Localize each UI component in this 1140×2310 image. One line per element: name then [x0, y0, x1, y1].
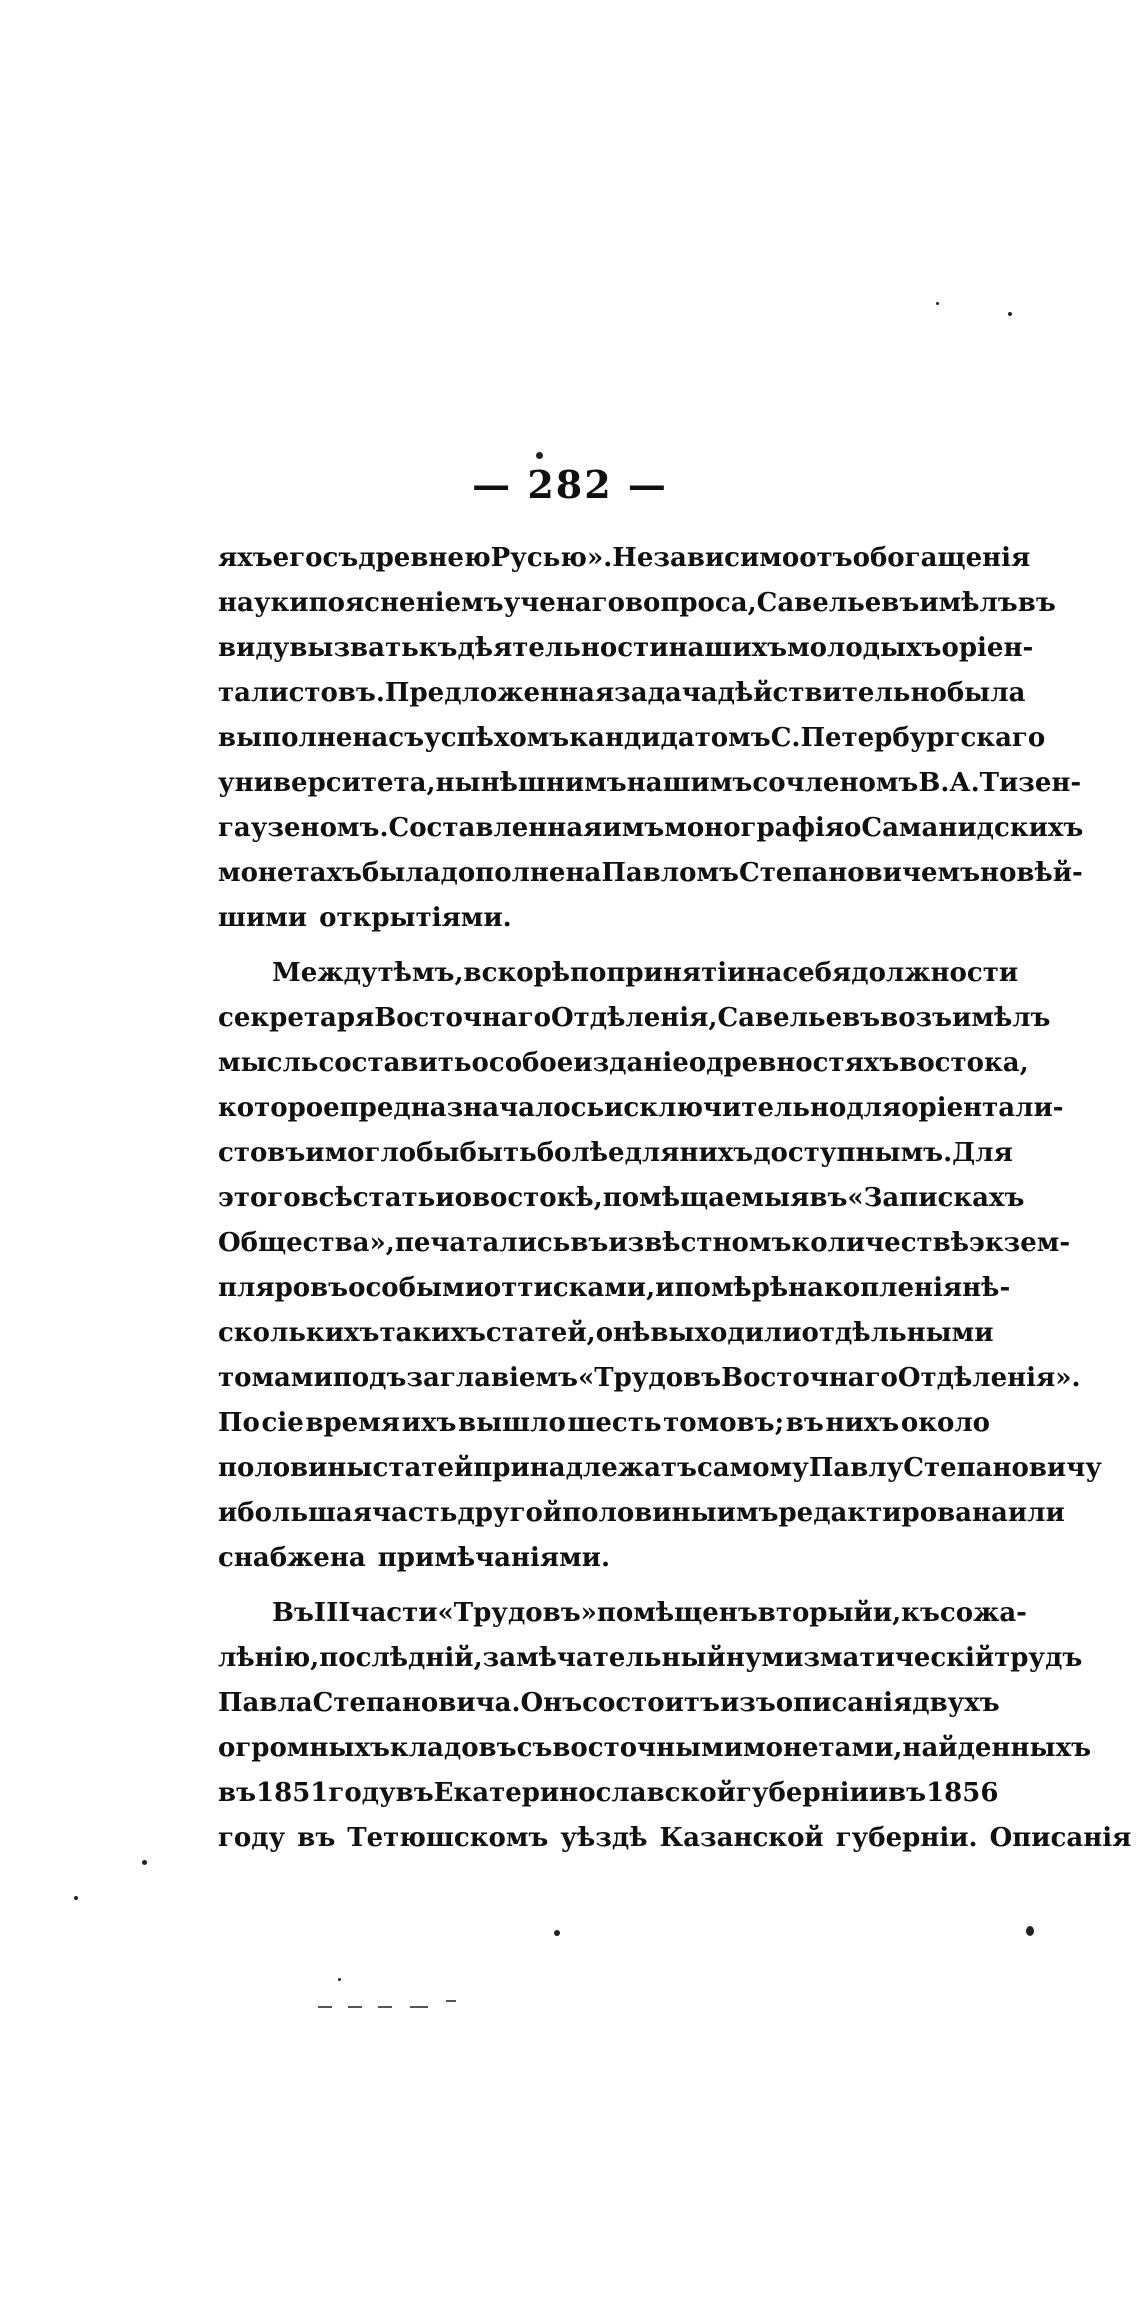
text-line: половины статей принадлежатъ самому Павлу Степановичу — [218, 1453, 1102, 1483]
scan-speck — [1008, 312, 1012, 316]
scan-speck — [338, 1978, 341, 1981]
text-line: томами подъ заглавіемъ «Трудовъ Восточнаго Отдѣленія». — [218, 1363, 1081, 1393]
scan-mark — [318, 2006, 332, 2008]
scan-mark — [410, 2006, 428, 2008]
scan-speck — [554, 1930, 560, 1936]
text-line: огромныхъ кладовъ съ восточными монетами, найденныхъ — [218, 1733, 1092, 1763]
text-line: Въ III части «Трудовъ» помѣщенъ вторый и, къ сожа- — [272, 1598, 1027, 1628]
text-line: въ 1851 году въ Екатеринославской губерніи и въ 1856 — [218, 1778, 999, 1808]
text-line: стовъ и могло бы быть болѣе для нихъ доступнымъ. Для — [218, 1138, 1013, 1168]
text-line: талистовъ. Предложенная задача дѣйствительно была — [218, 678, 1026, 708]
scan-speck — [536, 452, 543, 459]
body-text — [218, 536, 1132, 1861]
paragraph — [218, 536, 1084, 941]
paragraph — [218, 951, 1102, 1581]
scan-mark — [446, 2000, 456, 2002]
text-line: этого всѣ статьи о востокѣ, помѣщаемыя въ «Запискахъ — [218, 1183, 1025, 1213]
scan-mark — [378, 2006, 392, 2008]
text-line: шими открытіями. — [218, 903, 512, 933]
text-line: Общества», печатались въ извѣстномъ количествѣ экзем- — [218, 1228, 1071, 1258]
text-line: снабжена примѣчаніями. — [218, 1543, 611, 1573]
text-line: яхъ его съ древнею Русью». Независимо отъ обогащенія — [218, 543, 1031, 573]
text-line: выполнена съ успѣхомъ кандидатомъ С. Петербургскаго — [218, 723, 1046, 753]
text-line: которое предназначалось исключительно для оріентали- — [218, 1093, 1064, 1123]
page-number: — 282 — — [472, 462, 668, 507]
text-line: сколькихъ такихъ статей, онѣ выходили отдѣльными — [218, 1318, 994, 1348]
text-line: году въ Тетюшскомъ уѣздѣ Казанской губерніи. Описанія — [218, 1823, 1132, 1853]
text-line: и большая часть другой половины имъ редактирована или — [218, 1498, 1065, 1528]
scan-speck — [936, 302, 939, 305]
text-line: секретаря Восточнаго Отдѣленія, Савельевъ возъимѣлъ — [218, 1003, 1051, 1033]
text-line: гаузеномъ. Составленная имъ монографія о Саманидскихъ — [218, 813, 1084, 843]
scan-speck — [1026, 1926, 1034, 1936]
paragraph — [218, 1591, 1132, 1861]
text-line: Между тѣмъ, вскорѣ по принятіи на себя должности — [272, 958, 1019, 988]
scan-speck — [142, 1860, 147, 1865]
text-line: университета, нынѣшнимъ нашимъ сочленомъ В.А. Тизен- — [218, 768, 1082, 798]
text-line: науки поясненіемъ ученаго вопроса, Савельевъ имѣлъ въ — [218, 588, 1056, 618]
text-line: виду вызвать къ дѣятельности нашихъ молодыхъ оріен- — [218, 633, 1034, 663]
text-line: пляровъ особыми оттисками, и по мѣрѣ накопленія нѣ- — [218, 1273, 1011, 1303]
text-line: Павла Степановича. Онъ состоитъ изъ описанія двухъ — [218, 1688, 1000, 1718]
text-line: мысль составить особое изданіе о древностяхъ востока, — [218, 1048, 1029, 1078]
text-line: По сіе время ихъ вышло шесть томовъ; въ нихъ около — [218, 1408, 990, 1438]
scan-mark — [348, 2006, 362, 2008]
scan-speck — [74, 1896, 78, 1900]
text-line: лѣнію, послѣдній, замѣчательный нумизматическій трудъ — [218, 1643, 1083, 1673]
text-line: монетахъ была дополнена Павломъ Степановичемъ новѣй- — [218, 858, 1083, 888]
